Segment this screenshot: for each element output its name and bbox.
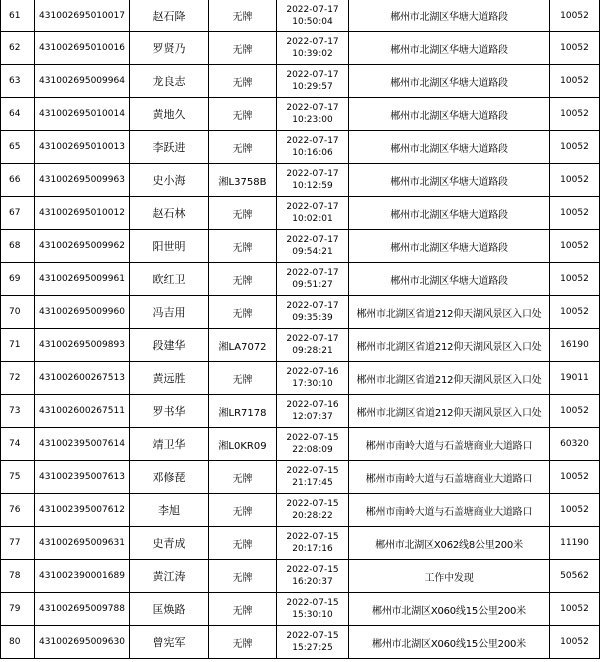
violation-code-cell: 19011	[550, 362, 600, 395]
driver-name-cell: 史青成	[130, 527, 209, 560]
plate-cell: 湘LR7178	[209, 395, 277, 428]
violation-code-cell: 10052	[550, 164, 600, 197]
time-text: 10:23:00	[292, 115, 333, 125]
record-id-cell: 431002695009630	[35, 626, 130, 659]
driver-name-cell: 邓修琵	[130, 461, 209, 494]
row-number-cell: 66	[1, 164, 35, 197]
record-id-cell: 431002695009631	[35, 527, 130, 560]
violation-code-cell: 10052	[550, 626, 600, 659]
time-text: 10:39:02	[292, 49, 333, 59]
plate-cell: 无牌	[209, 527, 277, 560]
record-id-cell: 431002695010017	[35, 0, 130, 32]
table-row	[1, 362, 600, 395]
time-text: 10:02:01	[292, 214, 333, 224]
driver-name-cell: 段建华	[130, 329, 209, 362]
table-row	[1, 428, 600, 461]
datetime-cell	[277, 560, 349, 593]
plate-cell: 无牌	[209, 131, 277, 164]
table-body	[1, 0, 600, 659]
date-text: 2022-07-17	[286, 235, 339, 245]
row-number-cell: 69	[1, 263, 35, 296]
driver-name-cell: 黄江涛	[130, 560, 209, 593]
table-row	[1, 296, 600, 329]
time-text: 22:08:09	[292, 445, 333, 455]
record-id-cell: 431002695009788	[35, 593, 130, 626]
date-text: 2022-07-17	[286, 70, 339, 80]
record-id-cell: 431002600267511	[35, 395, 130, 428]
record-id-cell: 431002395007614	[35, 428, 130, 461]
datetime-cell	[277, 329, 349, 362]
plate-cell: 湘L0KR09	[209, 428, 277, 461]
table-row	[1, 461, 600, 494]
date-text: 2022-07-17	[286, 169, 339, 179]
location-cell: 郴州市北湖区华塘大道路段	[349, 230, 550, 263]
driver-name-cell: 靖卫华	[130, 428, 209, 461]
row-number-cell: 80	[1, 626, 35, 659]
row-number-cell: 65	[1, 131, 35, 164]
violation-code-cell: 50562	[550, 560, 600, 593]
time-text: 10:29:57	[292, 82, 333, 92]
driver-name-cell: 匡焕路	[130, 593, 209, 626]
location-cell: 郴州市北湖区华塘大道路段	[349, 164, 550, 197]
plate-cell: 无牌	[209, 494, 277, 527]
table-row	[1, 65, 600, 98]
row-number-cell: 68	[1, 230, 35, 263]
datetime-cell	[277, 428, 349, 461]
date-text: 2022-07-15	[286, 466, 339, 476]
table-row	[1, 263, 600, 296]
driver-name-cell: 黄远胜	[130, 362, 209, 395]
plate-cell: 无牌	[209, 461, 277, 494]
plate-cell: 无牌	[209, 362, 277, 395]
date-text: 2022-07-15	[286, 499, 339, 509]
record-id-cell: 431002695010014	[35, 98, 130, 131]
plate-cell: 无牌	[209, 0, 277, 32]
row-number-cell: 71	[1, 329, 35, 362]
time-text: 09:54:21	[292, 247, 333, 257]
datetime-cell	[277, 494, 349, 527]
location-cell: 郴州市北湖区X060线15公里200米	[349, 626, 550, 659]
violation-code-cell: 10052	[550, 494, 600, 527]
datetime-cell	[277, 395, 349, 428]
driver-name-cell: 李跃进	[130, 131, 209, 164]
time-text: 21:17:45	[292, 478, 333, 488]
datetime-cell	[277, 32, 349, 65]
violation-code-cell: 11190	[550, 527, 600, 560]
violation-code-cell: 10052	[550, 296, 600, 329]
record-id-cell: 431002695009962	[35, 230, 130, 263]
driver-name-cell: 赵石林	[130, 197, 209, 230]
row-number-cell: 79	[1, 593, 35, 626]
table-row	[1, 0, 600, 32]
table-row	[1, 626, 600, 659]
row-number-cell: 70	[1, 296, 35, 329]
record-id-cell: 431002395007612	[35, 494, 130, 527]
record-id-cell: 431002395007613	[35, 461, 130, 494]
time-text: 20:28:22	[292, 511, 333, 521]
driver-name-cell: 赵石降	[130, 0, 209, 32]
location-cell: 郴州市南岭大道与石盖塘商业大道路口	[349, 428, 550, 461]
record-id-cell: 431002695010016	[35, 32, 130, 65]
location-cell: 郴州市北湖区华塘大道路段	[349, 197, 550, 230]
violation-code-cell: 16190	[550, 329, 600, 362]
location-cell: 工作中发现	[349, 560, 550, 593]
row-number-cell: 63	[1, 65, 35, 98]
datetime-cell	[277, 65, 349, 98]
time-text: 15:30:10	[292, 610, 333, 620]
driver-name-cell: 龙良志	[130, 65, 209, 98]
row-number-cell: 61	[1, 0, 35, 32]
record-id-cell: 431002695009893	[35, 329, 130, 362]
date-text: 2022-07-15	[286, 532, 339, 542]
driver-name-cell: 曾宪军	[130, 626, 209, 659]
datetime-cell	[277, 0, 349, 32]
location-cell: 郴州市北湖区华塘大道路段	[349, 32, 550, 65]
date-text: 2022-07-17	[286, 136, 339, 146]
violation-code-cell: 10052	[550, 0, 600, 32]
row-number-cell: 64	[1, 98, 35, 131]
time-text: 09:28:21	[292, 346, 333, 356]
date-text: 2022-07-17	[286, 37, 339, 47]
record-id-cell: 431002390001689	[35, 560, 130, 593]
table-row	[1, 197, 600, 230]
violation-code-cell: 10052	[550, 263, 600, 296]
table-row	[1, 164, 600, 197]
date-text: 2022-07-15	[286, 433, 339, 443]
location-cell: 郴州市北湖区X060线15公里200米	[349, 593, 550, 626]
datetime-cell	[277, 296, 349, 329]
table-row	[1, 98, 600, 131]
driver-name-cell: 黄地久	[130, 98, 209, 131]
datetime-cell	[277, 626, 349, 659]
date-text: 2022-07-15	[286, 598, 339, 608]
row-number-cell: 78	[1, 560, 35, 593]
time-text: 09:51:27	[292, 280, 333, 290]
record-id-cell: 431002695009960	[35, 296, 130, 329]
table-row	[1, 560, 600, 593]
row-number-cell: 74	[1, 428, 35, 461]
location-cell: 郴州市北湖区华塘大道路段	[349, 65, 550, 98]
table-row	[1, 32, 600, 65]
datetime-cell	[277, 131, 349, 164]
plate-cell: 无牌	[209, 230, 277, 263]
location-cell: 郴州市北湖区X062线8公里200米	[349, 527, 550, 560]
time-text: 16:20:37	[292, 577, 333, 587]
violation-code-cell: 10052	[550, 461, 600, 494]
row-number-cell: 72	[1, 362, 35, 395]
time-text: 15:27:25	[292, 643, 333, 653]
table-row	[1, 329, 600, 362]
location-cell: 郴州市北湖区华塘大道路段	[349, 131, 550, 164]
datetime-cell	[277, 593, 349, 626]
violation-code-cell: 10052	[550, 131, 600, 164]
violation-code-cell: 10052	[550, 395, 600, 428]
plate-cell: 无牌	[209, 98, 277, 131]
table-row	[1, 131, 600, 164]
plate-cell: 无牌	[209, 626, 277, 659]
date-text: 2022-07-16	[286, 367, 339, 377]
location-cell: 郴州市北湖区省道212仰天湖风景区入口处	[349, 296, 550, 329]
driver-name-cell: 欧红卫	[130, 263, 209, 296]
date-text: 2022-07-17	[286, 103, 339, 113]
violation-code-cell: 10052	[550, 32, 600, 65]
date-text: 2022-07-15	[286, 565, 339, 575]
row-number-cell: 67	[1, 197, 35, 230]
table-row	[1, 527, 600, 560]
plate-cell: 无牌	[209, 263, 277, 296]
record-id-cell: 431002695009964	[35, 65, 130, 98]
location-cell: 郴州市北湖区华塘大道路段	[349, 98, 550, 131]
plate-cell: 无牌	[209, 65, 277, 98]
date-text: 2022-07-17	[286, 301, 339, 311]
time-text: 10:50:04	[292, 16, 333, 27]
datetime-cell	[277, 98, 349, 131]
time-text: 09:35:39	[292, 313, 333, 323]
time-text: 10:16:06	[292, 148, 333, 158]
driver-name-cell: 冯吉用	[130, 296, 209, 329]
time-text: 20:17:16	[292, 544, 333, 554]
row-number-cell: 62	[1, 32, 35, 65]
location-cell: 郴州市南岭大道与石盖塘商业大道路口	[349, 461, 550, 494]
plate-cell: 无牌	[209, 593, 277, 626]
driver-name-cell: 阳世明	[130, 230, 209, 263]
location-cell: 郴州市北湖区华塘大道路段	[349, 0, 550, 32]
datetime-cell	[277, 362, 349, 395]
row-number-cell: 75	[1, 461, 35, 494]
driver-name-cell: 史小海	[130, 164, 209, 197]
time-text: 17:30:10	[292, 379, 333, 389]
time-text: 12:07:37	[292, 412, 333, 422]
violation-code-cell: 10052	[550, 98, 600, 131]
date-text: 2022-07-17	[286, 334, 339, 344]
location-cell: 郴州市北湖区省道212仰天湖风景区入口处	[349, 395, 550, 428]
record-id-cell: 431002695010012	[35, 197, 130, 230]
datetime-cell	[277, 527, 349, 560]
plate-cell: 无牌	[209, 296, 277, 329]
datetime-cell	[277, 263, 349, 296]
record-id-cell: 431002695010013	[35, 131, 130, 164]
location-cell: 郴州市北湖区省道212仰天湖风景区入口处	[349, 362, 550, 395]
record-id-cell: 431002600267513	[35, 362, 130, 395]
driver-name-cell: 罗书华	[130, 395, 209, 428]
date-text: 2022-07-16	[286, 400, 339, 410]
driver-name-cell: 李旭	[130, 494, 209, 527]
violation-code-cell: 10052	[550, 65, 600, 98]
location-cell: 郴州市北湖区省道212仰天湖风景区入口处	[349, 329, 550, 362]
plate-cell: 无牌	[209, 32, 277, 65]
datetime-cell	[277, 197, 349, 230]
row-number-cell: 77	[1, 527, 35, 560]
violation-code-cell: 10052	[550, 197, 600, 230]
row-number-cell: 76	[1, 494, 35, 527]
location-cell: 郴州市北湖区华塘大道路段	[349, 263, 550, 296]
table-row	[1, 395, 600, 428]
violation-code-cell: 10052	[550, 593, 600, 626]
record-id-cell: 431002695009963	[35, 164, 130, 197]
violation-code-cell: 60320	[550, 428, 600, 461]
table-row	[1, 494, 600, 527]
date-text: 2022-07-17	[286, 202, 339, 212]
date-text: 2022-07-17	[286, 4, 339, 15]
date-text: 2022-07-17	[286, 268, 339, 278]
record-id-cell: 431002695009961	[35, 263, 130, 296]
datetime-cell	[277, 461, 349, 494]
date-text: 2022-07-15	[286, 631, 339, 641]
table-row	[1, 230, 600, 263]
table-row	[1, 593, 600, 626]
driver-name-cell: 罗贤乃	[130, 32, 209, 65]
plate-cell: 湘L3758B	[209, 164, 277, 197]
plate-cell: 无牌	[209, 560, 277, 593]
violation-code-cell: 10052	[550, 230, 600, 263]
location-cell: 郴州市南岭大道与石盖塘商业大道路口	[349, 494, 550, 527]
plate-cell: 湘LA7072	[209, 329, 277, 362]
datetime-cell	[277, 230, 349, 263]
time-text: 10:12:59	[292, 181, 333, 191]
plate-cell: 无牌	[209, 197, 277, 230]
datetime-cell	[277, 164, 349, 197]
row-number-cell: 73	[1, 395, 35, 428]
